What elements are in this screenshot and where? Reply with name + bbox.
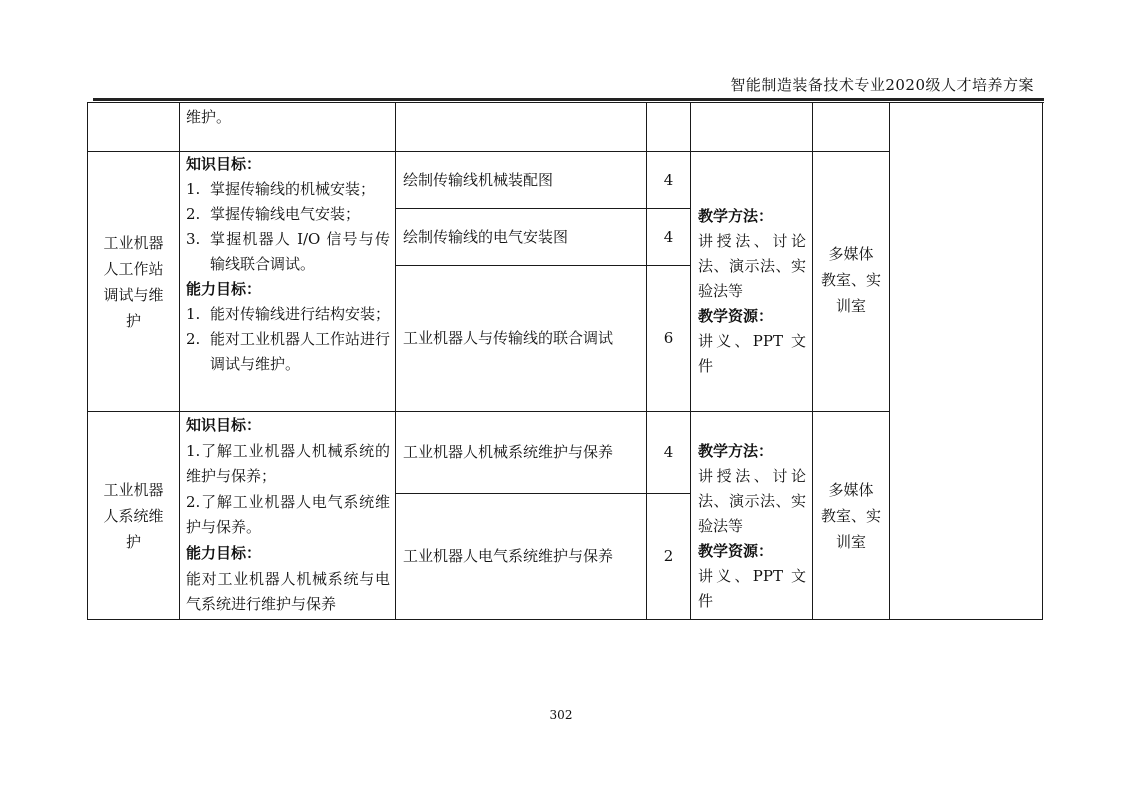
item-number: 3. [186, 230, 201, 248]
resource-text: 讲义、PPT 文件 [698, 332, 806, 375]
module-name-line: 人工作站 [103, 260, 164, 278]
knowledge-item: 2.了解工业机器人电气系统维护与保养。 [186, 492, 390, 537]
module-name-line: 调试与维 [103, 286, 164, 304]
column-divider [179, 102, 180, 620]
table-border-top [87, 102, 1043, 103]
knowledge-item [186, 227, 390, 277]
task-name: 绘制传输线的电气安装图 [403, 228, 569, 246]
continuation-text: 维护。 [186, 108, 232, 126]
column-divider [395, 102, 396, 620]
venue-line: 教室、实 [820, 271, 881, 289]
knowledge-heading: 知识目标： [186, 155, 262, 173]
ability-heading: 能力目标： [186, 280, 262, 298]
task-hours: 6 [663, 329, 674, 347]
venue-line: 多媒体 [828, 481, 874, 499]
module-name [88, 477, 179, 555]
knowledge-item: 1.了解工业机器人机械系统的维护与保养； [186, 441, 390, 486]
venue-cell [813, 477, 889, 555]
task-name: 工业机器人电气系统维护与保养 [403, 547, 614, 565]
table-border-right [1042, 102, 1043, 620]
task-name: 工业机器人与传输线的联合调试 [403, 329, 614, 347]
knowledge-heading: 知识目标： [186, 416, 262, 434]
method-text: 讲授法、讨论法、演示法、实验法等 [698, 232, 806, 300]
header-rule-thick [93, 98, 1044, 101]
module-name-line: 人系统维 [103, 507, 164, 525]
item-text: 能对传输线进行结构安装； [210, 305, 391, 323]
venue-line: 训室 [835, 297, 866, 315]
resource-heading: 教学资源： [698, 307, 774, 325]
document-title: 智能制造装备技术专业2020级人才培养方案 [730, 76, 1034, 94]
row-separator [87, 411, 889, 412]
objectives-cell [186, 152, 390, 377]
venue-line: 训室 [835, 533, 866, 551]
method-text: 讲授法、讨论法、演示法、实验法等 [698, 467, 806, 535]
venue-cell [813, 241, 889, 319]
column-divider [690, 102, 691, 620]
task-hours: 4 [663, 228, 674, 246]
objectives-cell [186, 413, 390, 618]
ability-text: 能对工业机器人机械系统与电气系统进行维护与保养 [186, 569, 390, 614]
page-number: 302 [549, 708, 573, 722]
item-text: 掌握传输线的机械安装； [210, 180, 376, 198]
table-border-bottom [87, 619, 1043, 620]
task-name: 工业机器人机械系统维护与保养 [403, 443, 614, 461]
item-text: 掌握机器人 I/O 信号与传输线联合调试。 [210, 230, 390, 273]
venue-line: 教室、实 [820, 507, 881, 525]
item-text: 掌握传输线电气安装； [210, 205, 361, 223]
teaching-cell [698, 204, 806, 379]
item-number: 1. [186, 305, 201, 323]
module-name-line: 护 [125, 312, 141, 330]
item-number: 1. [186, 180, 201, 198]
ability-item [186, 327, 390, 377]
item-number: 2. [186, 330, 201, 348]
task-hours: 2 [663, 547, 674, 565]
method-heading: 教学方法： [698, 207, 774, 225]
resource-text: 讲义、PPT 文件 [698, 567, 806, 610]
column-divider [889, 102, 890, 620]
method-heading: 教学方法： [698, 442, 774, 460]
ability-heading: 能力目标： [186, 543, 262, 562]
task-hours: 4 [663, 443, 674, 461]
venue-line: 多媒体 [828, 245, 874, 263]
module-name-line: 工业机器 [103, 234, 164, 252]
knowledge-item [186, 177, 390, 202]
module-name [88, 230, 179, 334]
module-name-line: 工业机器 [103, 481, 164, 499]
teaching-cell [698, 439, 806, 614]
resource-heading: 教学资源： [698, 542, 774, 560]
item-text: 能对工业机器人工作站进行调试与维护。 [210, 330, 391, 373]
item-number: 2. [186, 205, 201, 223]
task-name: 绘制传输线机械装配图 [403, 171, 554, 189]
module-name-line: 护 [125, 533, 141, 551]
ability-item [186, 302, 390, 327]
knowledge-item [186, 202, 390, 227]
task-hours: 4 [663, 171, 674, 189]
